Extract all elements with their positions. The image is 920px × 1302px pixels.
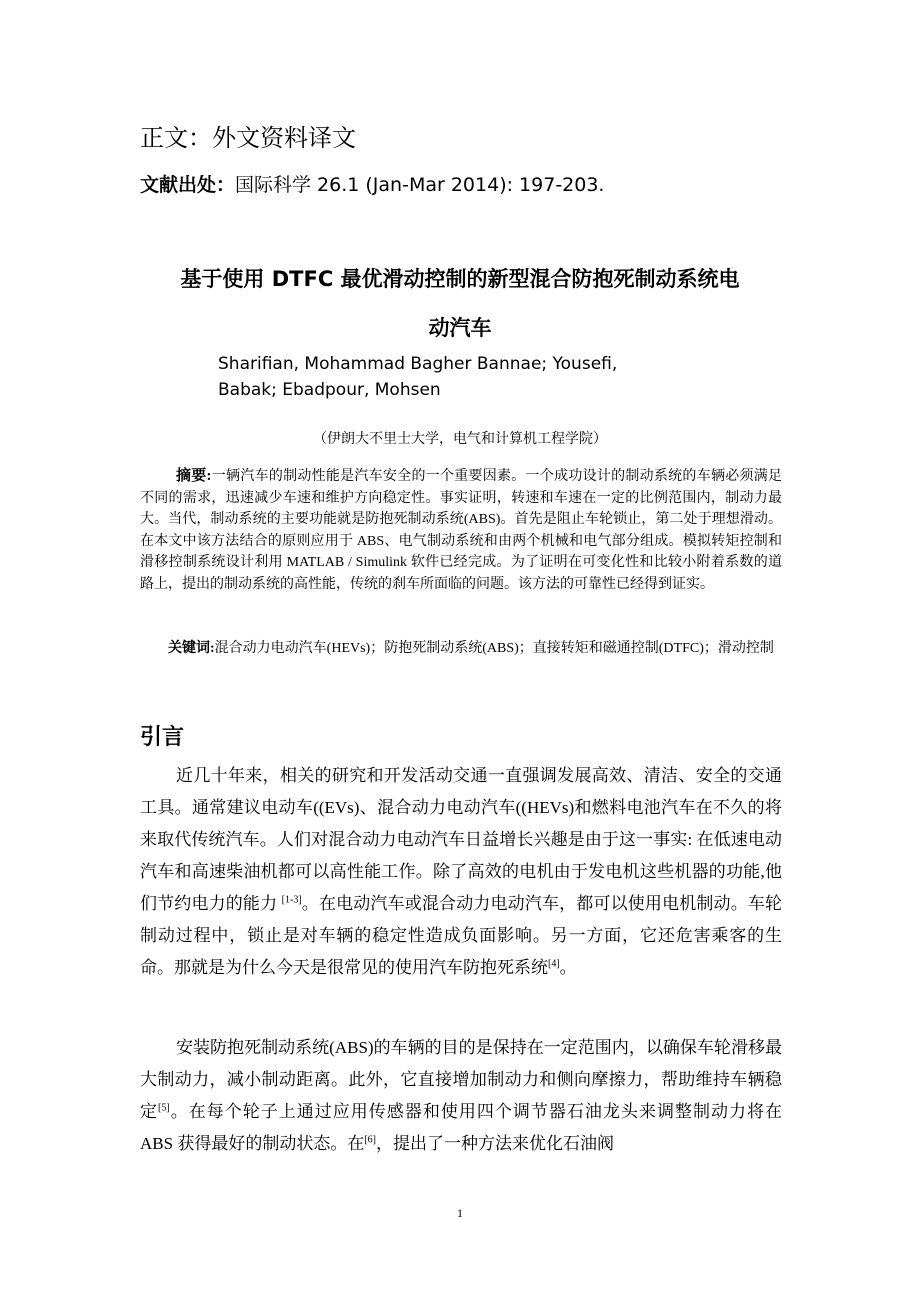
section-heading-intro: 引言 xyxy=(140,725,185,750)
authors-line2: Babak; Ebadpour, Mohsen xyxy=(218,380,441,400)
page-number: 1 xyxy=(457,1206,463,1220)
p1-text-c: 。 xyxy=(559,958,577,977)
abstract-label: 摘要: xyxy=(176,468,212,484)
paper-title-line1: 基于使用 DTFC 最优滑动控制的新型混合防抱死制动系统电 xyxy=(180,267,740,291)
keywords-label: 关键词: xyxy=(168,641,215,656)
intro-paragraph-2 xyxy=(140,1032,782,1160)
intro-paragraph-1 xyxy=(140,760,782,984)
citation: [5] xyxy=(158,1102,170,1114)
paper-title-line2: 动汽车 xyxy=(428,316,492,340)
header-line: 正文：外文资料译文 xyxy=(140,124,356,152)
p2-text-b: 。在每个轮子上通过应用传感器和使用四个调节器石油龙头来调整制动力将在 ABS 获得最好的制动状态。在 xyxy=(140,1102,783,1153)
authors xyxy=(218,351,698,403)
citation: [1-3] xyxy=(281,894,302,906)
keywords xyxy=(140,638,782,660)
source-line xyxy=(140,170,604,197)
source-label: 文献出处： xyxy=(140,174,236,196)
affiliation: （伊朗大不里士大学，电气和计算机工程学院） xyxy=(313,432,607,447)
keywords-text: 混合动力电动汽车(HEVs)；防抱死制动系统(ABS)；直接转矩和磁通控制(DTFC)；滑动控制 xyxy=(214,641,774,656)
source-value: 国际科学 26.1 (Jan-Mar 2014): 197-203. xyxy=(235,174,605,196)
p2-text-c: ，提出了一种方法来优化石油阀 xyxy=(376,1134,614,1153)
abstract-text: 一辆汽车的制动性能是汽车安全的一个重要因素。一个成功设计的制动系统的车辆必须满足不同的需求，迅速减少车速和维护方向稳定性。事实证明，转速和车速在一定的比例范围内，制动力最大。当代，制动系统的主要功能就是防抱死制动系统(ABS)。首先是阻止车轮锁止，第二处于理想滑动。在本文中该方法结合的原则应用于 ABS、电气制动系统和由两个机械和电气部分组成。模拟转矩控制和滑移控制系统设计利用 MATLAB / Simulink 软件已经完成。为了证明在可变化性和比较小附着系数的道路上，提出的制动系统的高性能，传统的刹车所面临的问题。该方法的可靠性已经得到证实。 xyxy=(140,469,783,592)
citation: [6] xyxy=(364,1134,376,1146)
p1-text-b: 。在电动汽车或混合动力电动汽车，都可以使用电机制动。车轮制动过程中，锁止是对车辆的稳定性造成负面影响。另一方面，它还危害乘客的生命。那就是为什么今天是很常见的使用汽车防抱死系统 xyxy=(140,894,783,977)
p2-text-a: 安装防抱死制动系统(ABS)的车辆的目的是保持在一定范围内，以确保车轮滑移最大制动力，减小制动距离。此外，它直接增加制动力和侧向摩擦力，帮助维持车辆稳定 xyxy=(140,1038,782,1121)
citation: [4] xyxy=(548,958,560,970)
authors-line1: Sharifian, Mohammad Bagher Bannae; Yousefi, xyxy=(218,354,618,374)
p1-text-a: 近几十年来，相关的研究和开发活动交通一直强调发展高效、清洁、安全的交通工具。通常建议电动车((EVs)、混合动力电动汽车((HEVs)和燃料电池汽车在不久的将来取代传统汽车。人们对混合动力电动汽车日益增长兴趣是由于这一事实: 在低速电动汽车和高速柴油机都可以高性能工作。除了高效的电机由于发电机这些机器的功能,他们节约电力的能力 xyxy=(140,766,782,913)
abstract xyxy=(140,466,782,595)
